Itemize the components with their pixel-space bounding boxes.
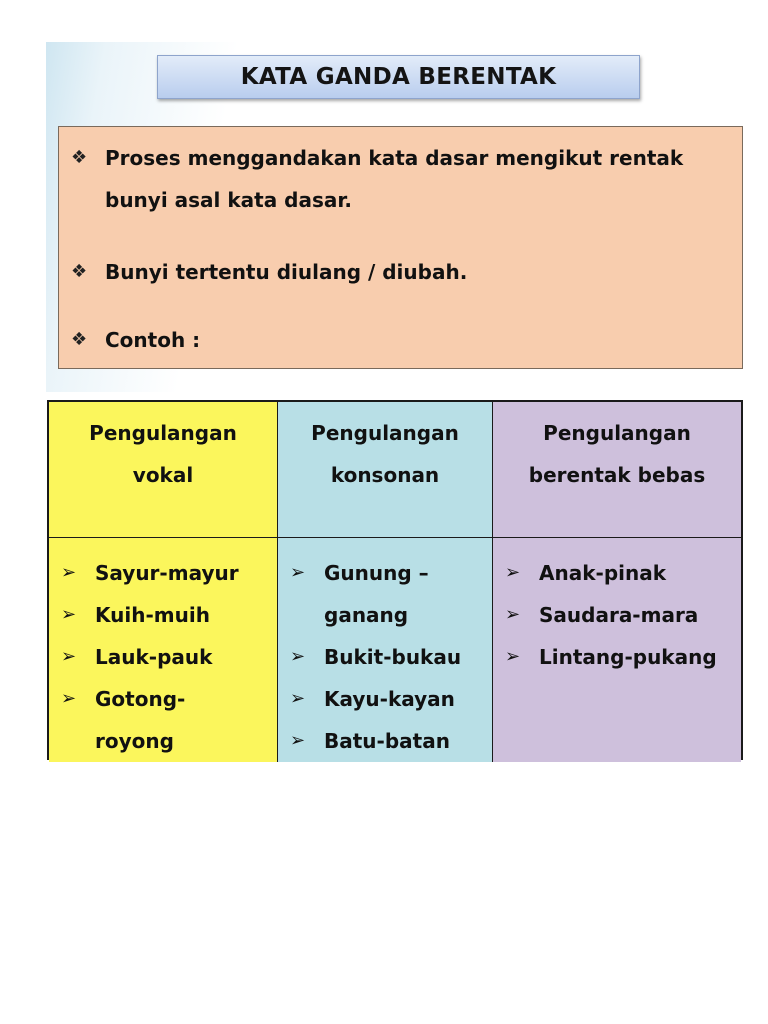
arrow-bullet-icon: ➢: [290, 562, 306, 583]
arrow-bullet-icon: ➢: [61, 688, 77, 709]
arrow-bullet-icon: ➢: [505, 562, 521, 583]
definition-bullet: [71, 251, 725, 293]
example-list: [49, 538, 277, 762]
list-item: [290, 720, 492, 762]
definition-text: Proses menggandakan kata dasar mengikut rentak bunyi asal kata dasar.: [105, 146, 684, 212]
list-item: [290, 636, 492, 678]
diamond-bullet-icon: ❖: [71, 147, 88, 168]
list-item: [290, 678, 492, 720]
example-text: Gunung – ganang: [324, 561, 429, 627]
example-text: Lintang-pukang: [539, 645, 717, 669]
definition-text: Contoh :: [105, 328, 201, 352]
list-item: [61, 594, 277, 636]
table-cell-vokal: [49, 538, 278, 762]
arrow-bullet-icon: ➢: [505, 646, 521, 667]
example-text: Sayur-mayur: [95, 561, 239, 585]
table-header-vokal: [49, 402, 278, 538]
table-cell-berentak-bebas: [493, 538, 741, 762]
arrow-bullet-icon: ➢: [61, 604, 77, 625]
list-item: [505, 552, 741, 594]
list-item: [61, 552, 277, 594]
definition-bullet: [71, 137, 725, 221]
diamond-bullet-icon: ❖: [71, 261, 88, 282]
example-list: [493, 538, 741, 678]
table-cell-konsonan: [278, 538, 493, 762]
arrow-bullet-icon: ➢: [61, 646, 77, 667]
examples-table: [47, 400, 743, 760]
example-text: Gotong-royong: [95, 687, 186, 753]
table-header-konsonan: [278, 402, 493, 538]
list-item: [61, 636, 277, 678]
arrow-bullet-icon: ➢: [290, 688, 306, 709]
definition-text: Bunyi tertentu diulang / diubah.: [105, 260, 468, 284]
list-item: [505, 636, 741, 678]
example-text: Kuih-muih: [95, 603, 210, 627]
example-list: [278, 538, 492, 762]
example-text: Anak-pinak: [539, 561, 667, 585]
example-text: Kayu-kayan: [324, 687, 455, 711]
definition-box: [58, 126, 743, 369]
arrow-bullet-icon: ➢: [61, 562, 77, 583]
header-label: Pengulangan berentak bebas: [528, 421, 706, 487]
example-text: Batu-batan: [324, 729, 450, 753]
diamond-bullet-icon: ❖: [71, 329, 88, 350]
title-banner: [157, 55, 640, 99]
example-text: Saudara-mara: [539, 603, 699, 627]
list-item: [505, 594, 741, 636]
list-item: [290, 552, 492, 636]
header-label: Pengulangan vokal: [89, 421, 237, 487]
list-item: [61, 678, 277, 762]
arrow-bullet-icon: ➢: [505, 604, 521, 625]
table-header-berentak-bebas: [493, 402, 741, 538]
header-label: Pengulangan konsonan: [311, 421, 459, 487]
page-title: KATA GANDA BERENTAK: [240, 64, 557, 90]
arrow-bullet-icon: ➢: [290, 646, 306, 667]
example-text: Lauk-pauk: [95, 645, 213, 669]
example-text: Bukit-bukau: [324, 645, 462, 669]
definition-bullet: [71, 319, 725, 361]
arrow-bullet-icon: ➢: [290, 730, 306, 751]
